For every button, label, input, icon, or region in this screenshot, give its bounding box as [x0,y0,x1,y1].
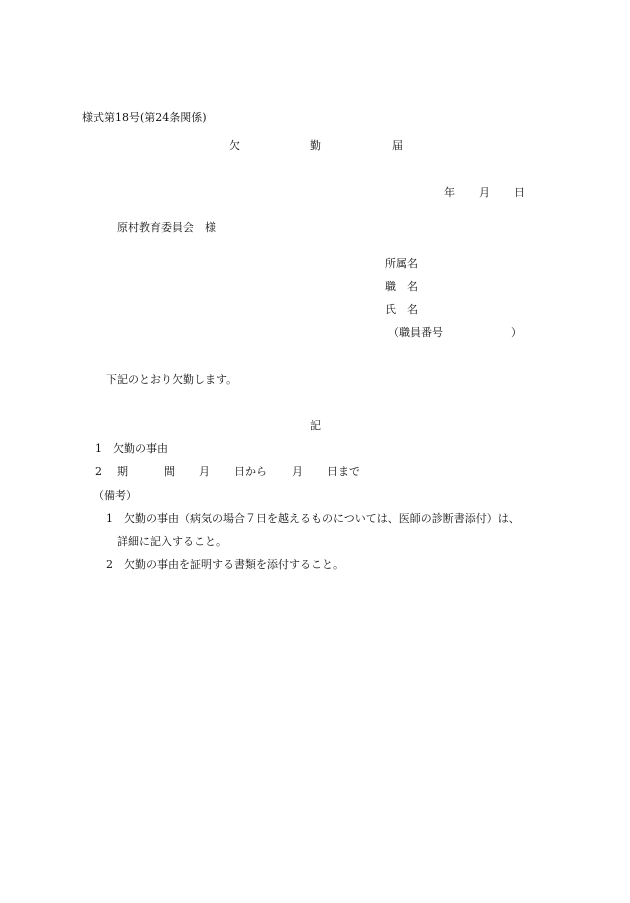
remark-1-line-1: 1 欠勤の事由（病気の場合７日を越えるものについては、医師の診断書添付）は、 [106,512,520,525]
item-period-char-1: 期 [117,465,128,478]
remark-1-line-2: 詳細に記入すること。 [117,535,227,548]
date-day: 日 [514,186,525,199]
item-reason: 1 欠勤の事由 [95,442,168,455]
addressee: 原村教育委員会 様 [117,221,216,234]
title-char-3: 届 [392,139,403,152]
position-label: 職 名 [385,280,418,293]
title-char-1: 欠 [229,139,240,152]
remark-2: 2 欠勤の事由を証明する書類を添付すること。 [106,558,344,571]
item-period-month-from: 月 [199,465,210,478]
affiliation-label: 所属名 [385,257,418,270]
item-period-month-to: 月 [292,465,303,478]
item-period-number: 2 [95,465,102,478]
staff-number-open: （職員番号 [388,326,443,339]
form-number: 様式第18号(第24条関係) [82,111,207,124]
ki-heading: 記 [310,419,321,432]
item-period-char-2: 間 [164,465,175,478]
intro-text: 下記のとおり欠勤します。 [106,373,238,386]
title-char-2: 勤 [310,139,321,152]
staff-number-close: ） [511,326,522,339]
date-year: 年 [444,186,455,199]
item-period-day-from: 日から [234,465,267,478]
date-month: 月 [479,186,490,199]
remarks-label: （備考） [93,489,137,502]
name-label: 氏 名 [385,303,418,316]
item-period-day-to: 日まで [327,465,360,478]
